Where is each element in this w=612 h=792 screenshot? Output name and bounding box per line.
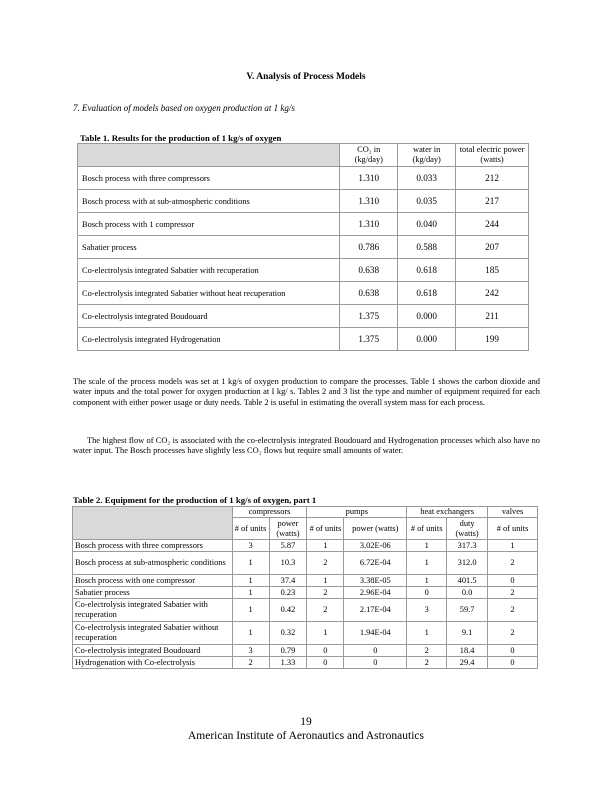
table1-row xyxy=(78,305,529,328)
table1-co2-cell: 0.638 xyxy=(340,282,398,305)
table1-row xyxy=(78,259,529,282)
table2-valve-units-cell: 2 xyxy=(488,552,538,575)
table2-valve-units-cell: 0 xyxy=(488,575,538,587)
table2-sub-compressor-power: power (watts) xyxy=(269,518,307,540)
table2-sub-hx-duty: duty (watts) xyxy=(447,518,488,540)
table2-pump-power-cell: 0 xyxy=(344,645,407,657)
table1-power-cell: 199 xyxy=(456,328,529,351)
table1-header-co2: CO₂ in (kg/day) xyxy=(340,144,398,167)
table2-compressor-power-cell: 0.79 xyxy=(269,645,307,657)
table1-process-cell: Sabatier process xyxy=(78,236,340,259)
table2-compressor-units-cell: 3 xyxy=(232,645,269,657)
table2-pump-units-cell: 1 xyxy=(307,622,344,645)
table2-hx-units-cell: 1 xyxy=(407,540,447,552)
table2-sub-compressor-units: # of units xyxy=(232,518,269,540)
table1-power-cell: 185 xyxy=(456,259,529,282)
table2-pump-power-cell: 3.02E-06 xyxy=(344,540,407,552)
table2-pump-units-cell: 0 xyxy=(307,657,344,669)
table1-power-cell: 244 xyxy=(456,213,529,236)
table2-hx-units-cell: 1 xyxy=(407,552,447,575)
table2-compressor-units-cell: 1 xyxy=(232,552,269,575)
table2-process-cell: Bosch process at sub-atmospheric conditions xyxy=(73,552,233,575)
table2-group-heat-exchangers: heat exchangers xyxy=(407,507,488,518)
table1-process-cell: Bosch process with 1 compressor xyxy=(78,213,340,236)
table1-header-power: total electric power (watts) xyxy=(456,144,529,167)
table2-pump-units-cell: 1 xyxy=(307,540,344,552)
table2-pump-power-cell: 2.17E-04 xyxy=(344,599,407,622)
table2-row xyxy=(73,552,538,575)
table2-compressor-power-cell: 5.87 xyxy=(269,540,307,552)
table1-process-cell: Co-electrolysis integrated Boudouard xyxy=(78,305,340,328)
table2-hx-duty-cell: 317.3 xyxy=(447,540,488,552)
table1-process-cell: Bosch process with at sub-atmospheric conditions xyxy=(78,190,340,213)
table1-power-cell: 242 xyxy=(456,282,529,305)
table1-co2-cell: 0.786 xyxy=(340,236,398,259)
table2-valve-units-cell: 1 xyxy=(488,540,538,552)
table1-row xyxy=(78,282,529,305)
table2-process-cell: Sabatier process xyxy=(73,587,233,599)
subsection-heading: 7. Evaluation of models based on oxygen production at 1 kg/s xyxy=(73,103,295,113)
table2 xyxy=(72,506,538,669)
table2-hx-units-cell: 1 xyxy=(407,575,447,587)
table1-water-cell: 0.000 xyxy=(398,305,456,328)
table2-compressor-units-cell: 1 xyxy=(232,575,269,587)
table2-header-blank xyxy=(73,507,233,540)
table2-compressor-units-cell: 1 xyxy=(232,622,269,645)
paragraph-2: The highest flow of CO₂ is associated with the co-electrolysis integrated Boudouard and Hydrogenation processes which also have no water input. The Bosch processes have slightly less CO₂ flows but require small amounts of water. xyxy=(73,436,540,456)
page-number: 19 xyxy=(300,716,312,728)
table2-hx-duty-cell: 29.4 xyxy=(447,657,488,669)
paragraph-1: The scale of the process models was set at 1 kg/s of oxygen production to compare the processes. Table 1 shows the carbon dioxide and water inputs and the total power for oxygen production at I kg/ s. Tables 2 and 3 list the type and number of equipment required for each component with either power usage or duty needs. Table 2 is useful in estimating the overall system mass for each process. xyxy=(73,377,540,407)
table2-row xyxy=(73,599,538,622)
table1-header-water: water in (kg/day) xyxy=(398,144,456,167)
table1-power-cell: 217 xyxy=(456,190,529,213)
table1 xyxy=(77,143,529,351)
table2-group-pumps: pumps xyxy=(307,507,407,518)
table2-sub-pump-power: power (watts) xyxy=(344,518,407,540)
table2-compressor-power-cell: 1.33 xyxy=(269,657,307,669)
table1-caption: Table 1. Results for the production of 1 kg/s of oxygen xyxy=(80,133,282,143)
table1-process-cell: Co-electrolysis integrated Hydrogenation xyxy=(78,328,340,351)
table2-process-cell: Co-electrolysis integrated Sabatier without recuperation xyxy=(73,622,233,645)
table1-water-cell: 0.588 xyxy=(398,236,456,259)
table2-valve-units-cell: 2 xyxy=(488,599,538,622)
table1-row xyxy=(78,328,529,351)
table2-compressor-units-cell: 1 xyxy=(232,587,269,599)
table1-co2-cell: 0.638 xyxy=(340,259,398,282)
table2-valve-units-cell: 0 xyxy=(488,645,538,657)
table2-compressor-power-cell: 0.42 xyxy=(269,599,307,622)
table2-group-row xyxy=(73,507,538,518)
table2-row xyxy=(73,587,538,599)
table1-co2-cell: 1.310 xyxy=(340,190,398,213)
table2-hx-duty-cell: 9.1 xyxy=(447,622,488,645)
table2-pump-power-cell: 6.72E-04 xyxy=(344,552,407,575)
table2-sub-valve-units: # of units xyxy=(488,518,538,540)
table2-pump-units-cell: 1 xyxy=(307,575,344,587)
table2-process-cell: Hydrogenation with Co-electrolysis xyxy=(73,657,233,669)
table1-header-row xyxy=(78,144,529,167)
table2-pump-power-cell: 1.94E-04 xyxy=(344,622,407,645)
table2-pump-power-cell: 2.96E-04 xyxy=(344,587,407,599)
table2-row xyxy=(73,645,538,657)
table2-hx-units-cell: 1 xyxy=(407,622,447,645)
table1-power-cell: 212 xyxy=(456,167,529,190)
table2-valve-units-cell: 0 xyxy=(488,657,538,669)
table2-compressor-power-cell: 0.32 xyxy=(269,622,307,645)
table1-row xyxy=(78,190,529,213)
table1-process-cell: Co-electrolysis integrated Sabatier with recuperation xyxy=(78,259,340,282)
footer-organization: American Institute of Aeronautics and Astronautics xyxy=(187,730,424,742)
table2-hx-duty-cell: 0.0 xyxy=(447,587,488,599)
table2-compressor-power-cell: 37.4 xyxy=(269,575,307,587)
table2-process-cell: Bosch process with three compressors xyxy=(73,540,233,552)
table2-compressor-power-cell: 0.23 xyxy=(269,587,307,599)
table2-pump-power-cell: 0 xyxy=(344,657,407,669)
table1-header-blank xyxy=(78,144,340,167)
table1-water-cell: 0.040 xyxy=(398,213,456,236)
table2-row xyxy=(73,657,538,669)
table2-pump-power-cell: 3.38E-05 xyxy=(344,575,407,587)
table2-compressor-units-cell: 3 xyxy=(232,540,269,552)
table2-process-cell: Bosch process with one compressor xyxy=(73,575,233,587)
table2-hx-units-cell: 0 xyxy=(407,587,447,599)
table2-hx-duty-cell: 401.5 xyxy=(447,575,488,587)
table1-process-cell: Co-electrolysis integrated Sabatier without heat recuperation xyxy=(78,282,340,305)
table1-process-cell: Bosch process with three compressors xyxy=(78,167,340,190)
table1-power-cell: 211 xyxy=(456,305,529,328)
table2-group-valves: valves xyxy=(488,507,538,518)
table2-compressor-power-cell: 10.3 xyxy=(269,552,307,575)
table1-water-cell: 0.033 xyxy=(398,167,456,190)
table2-hx-duty-cell: 18.4 xyxy=(447,645,488,657)
table2-hx-units-cell: 2 xyxy=(407,645,447,657)
table2-pump-units-cell: 2 xyxy=(307,587,344,599)
table2-valve-units-cell: 2 xyxy=(488,587,538,599)
table2-sub-pump-units: # of units xyxy=(307,518,344,540)
table2-process-cell: Co-electrolysis integrated Sabatier with recuperation xyxy=(73,599,233,622)
table2-caption: Table 2. Equipment for the production of 1 kg/s of oxygen, part 1 xyxy=(73,495,317,505)
table2-process-cell: Co-electrolysis integrated Boudouard xyxy=(73,645,233,657)
table2-hx-duty-cell: 59.7 xyxy=(447,599,488,622)
table2-sub-hx-units: # of units xyxy=(407,518,447,540)
table2-group-compressors: compressors xyxy=(232,507,307,518)
table2-row xyxy=(73,575,538,587)
table1-water-cell: 0.618 xyxy=(398,282,456,305)
table2-row xyxy=(73,622,538,645)
table2-pump-units-cell: 2 xyxy=(307,599,344,622)
table1-co2-cell: 1.375 xyxy=(340,305,398,328)
table1-water-cell: 0.000 xyxy=(398,328,456,351)
table1-row xyxy=(78,213,529,236)
section-heading: V. Analysis of Process Models xyxy=(246,72,366,82)
table2-compressor-units-cell: 2 xyxy=(232,657,269,669)
table2-pump-units-cell: 2 xyxy=(307,552,344,575)
table2-pump-units-cell: 0 xyxy=(307,645,344,657)
table2-hx-units-cell: 3 xyxy=(407,599,447,622)
table1-co2-cell: 1.375 xyxy=(340,328,398,351)
table1-co2-cell: 1.310 xyxy=(340,167,398,190)
table2-compressor-units-cell: 1 xyxy=(232,599,269,622)
table2-valve-units-cell: 2 xyxy=(488,622,538,645)
table1-water-cell: 0.035 xyxy=(398,190,456,213)
table1-row xyxy=(78,236,529,259)
table1-row xyxy=(78,167,529,190)
table1-power-cell: 207 xyxy=(456,236,529,259)
table1-co2-cell: 1.310 xyxy=(340,213,398,236)
table1-water-cell: 0.618 xyxy=(398,259,456,282)
table2-row xyxy=(73,540,538,552)
table2-hx-units-cell: 2 xyxy=(407,657,447,669)
table2-hx-duty-cell: 312.0 xyxy=(447,552,488,575)
